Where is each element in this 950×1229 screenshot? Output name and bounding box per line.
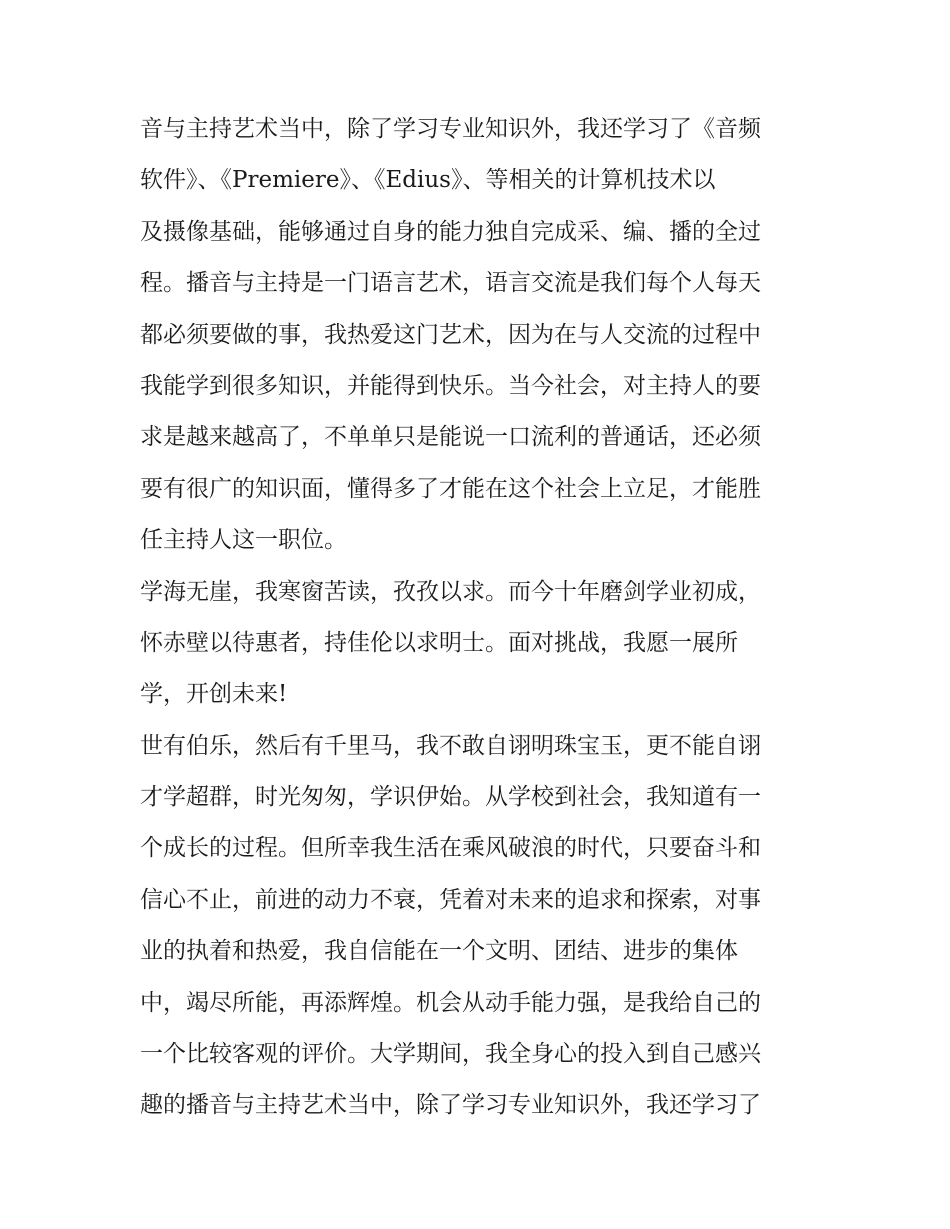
text-line: 要有很广的知识面，懂得多了才能在这个社会上立足，才能胜 — [140, 475, 761, 502]
text-line: 程。播音与主持是一门语言艺术，语言交流是我们每个人每天 — [140, 270, 761, 297]
text-line: 世有伯乐，然后有千里马，我不敢自诩明珠宝玉，更不能自诩 — [140, 732, 761, 759]
text-line: 求是越来越高了，不单单只是能说一口流利的普通话，还必须 — [140, 424, 761, 451]
text-line: 趣的播音与主持艺术当中，除了学习专业知识外，我还学习了 — [140, 1092, 761, 1119]
text-line: 学，开创未来! — [140, 681, 288, 708]
text-line: 才学超群，时光匆匆，学识伊始。从学校到社会，我知道有一 — [140, 784, 761, 811]
text-line: 都必须要做的事，我热爱这门艺术，因为在与人交流的过程中 — [140, 321, 761, 348]
text-line: 及摄像基础，能够通过自身的能力独自完成采、编、播的全过 — [140, 218, 761, 245]
text-line: 学海无崖，我寒窗苦读，孜孜以求。而今十年磨剑学业初成， — [140, 578, 761, 605]
text-line: 信心不止，前进的动力不衰，凭着对未来的追求和探索，对事 — [140, 886, 761, 913]
text-line: 业的执着和热爱，我自信能在一个文明、团结、进步的集体 — [140, 938, 738, 965]
text-line: 我能学到很多知识，并能得到快乐。当今社会，对主持人的要 — [140, 372, 761, 399]
text-line: 个成长的过程。但所幸我生活在乘风破浪的时代，只要奋斗和 — [140, 835, 761, 862]
text-line: 怀赤壁以待惠者，持佳伦以求明士。面对挑战，我愿一展所 — [140, 629, 738, 656]
text-line: 软件》、《Premiere》、《Edius》、等相关的计算机技术以 — [140, 167, 716, 194]
text-line: 任主持人这一职位。 — [140, 527, 347, 554]
text-line: 一个比较客观的评价。大学期间，我全身心的投入到自己感兴 — [140, 1041, 761, 1068]
text-line: 音与主持艺术当中，除了学习专业知识外，我还学习了《音频 — [140, 116, 761, 142]
body-text — [140, 104, 820, 1132]
text-line: 中，竭尽所能，再添辉煌。机会从动手能力强，是我给自己的 — [140, 989, 761, 1016]
